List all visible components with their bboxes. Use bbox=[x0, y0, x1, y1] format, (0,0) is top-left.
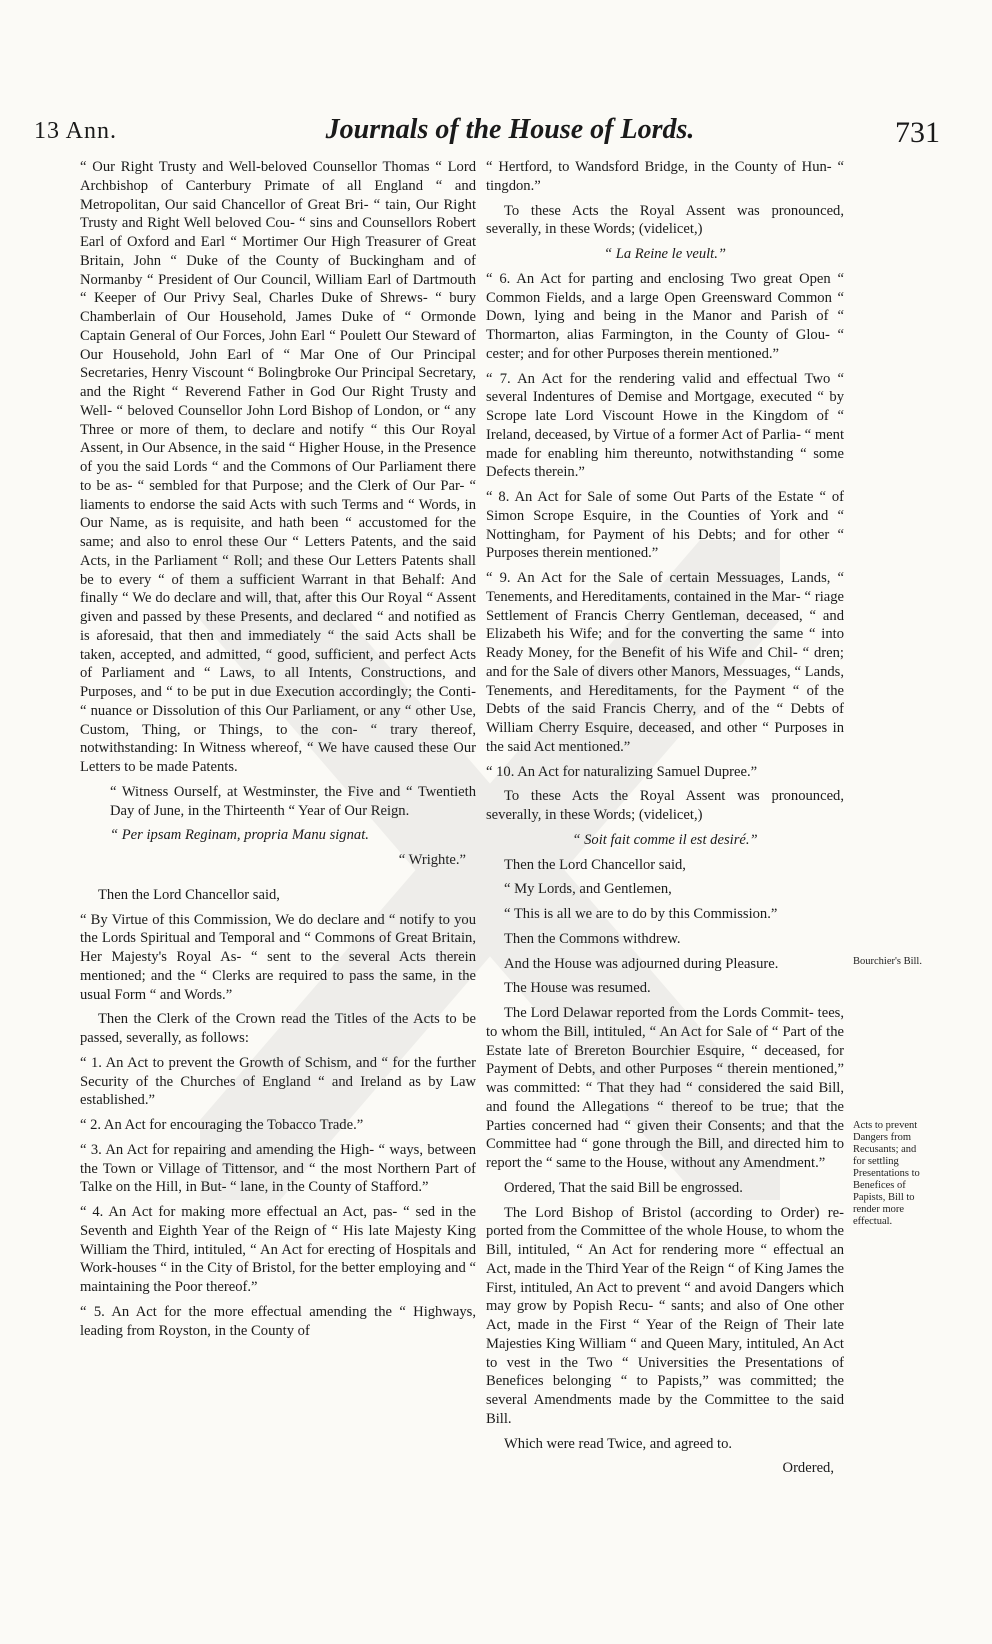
margin-note-bourchier: Bourchier's Bill. bbox=[853, 956, 922, 967]
margin-note-recusants: Acts to prevent Dangers from Recusants; and for settling Presentations to Benefices of Papists, Bill to render more effectual. bbox=[853, 1120, 920, 1227]
act-7: “ 7. An Act for the rendering valid and effectual Two “ several Indentures of Demise and Mortgage, executed “ by Scrope late Lord Viscount Howe in the Kingdom of “ Ireland, deceased, by Virtue of a former Act of Parlia- “ ment made for enabling him thereunto, notwithstanding “ some Defects therein.” bbox=[486, 370, 844, 481]
journal-title: Journals of the House of Lords. bbox=[325, 114, 695, 145]
act-8: “ 8. An Act for Sale of some Out Parts of the Estate “ of Simon Scrope Esquire, in the Counties of York and “ Nottingham, for Payment of his Debts; and for other “ Purposes therein mentioned.” bbox=[486, 489, 844, 562]
act-6: “ 6. An Act for parting and enclosing Two great Open “ Common Fields, and a large Open Greensward Common “ Down, lying and being in the Manor and Parish of “ Thormarton, alias Farmington, in the County of Glou- “ cester; and for other Purposes therein mentioned.” bbox=[486, 270, 844, 362]
act-1: “ 1. An Act to prevent the Growth of Schism, and “ for the further Security of the Churches of England “ and Ireland as by Law established.” bbox=[80, 1054, 476, 1109]
act-2: “ 2. An Act for encouraging the Tobacco Trade.” bbox=[80, 1117, 364, 1133]
clerk-reads-titles: Then the Clerk of the Crown read the Titles of the Acts to be passed, severally, as follows: bbox=[80, 1011, 476, 1046]
act-3: “ 3. An Act for repairing and amending the High- “ ways, between the Town or Village of Tittensor, and “ the most Northern Part of Talke on the Hill, in But- “ lane, in the County of Stafford.” bbox=[80, 1141, 476, 1196]
witness-clause: “ Witness Ourself, at Westminster, the Five and “ Twentieth Day of June, in the Thirteenth “ Year of Our Reign. bbox=[110, 783, 476, 819]
sign-manual: “ Per ipsam Reginam, propria Manu signat. bbox=[110, 827, 369, 844]
assent-pronounced-2: To these Acts the Royal Assent was pronounced, severally, in these Words; (videlicet,) bbox=[486, 788, 844, 823]
page-number: 731 bbox=[895, 116, 940, 149]
left-column bbox=[80, 158, 476, 1346]
delawar-report: The Lord Delawar reported from the Lords Commit- tees, to whom the Bill, intituled, “ An Act for Sale of “ Part of the Estate late of Brereton Bourchier Esquire, “ deceased, for Payment of Debts, and other Purposes “ therein mentioned,” was committed: “ That they had “ considered the said Bill, and found the Allegations “ thereof to be true; that the Parties concerned had “ given their Consents; and that the Committee had “ gone through the Bill, and directed him to report the “ same to the House, without any Amendment.” bbox=[486, 1005, 844, 1171]
chancellor-said: Then the Lord Chancellor said, bbox=[98, 886, 280, 903]
commons-withdrew: Then the Commons withdrew. bbox=[504, 930, 681, 947]
right-column bbox=[486, 158, 844, 1484]
signature-wrighte: “ Wrighte.” bbox=[398, 852, 466, 868]
chancellor-declaration: “ By Virtue of this Commission, We do declare and “ notify to you the Lords Spiritual and Temporal and “ Commons of Great Britain, Her Majesty's Royal As- “ sent to the several Acts therein mentioned; and the “ Clerks are required to pass the same, in the usual Form “ and Words.” bbox=[80, 911, 476, 1003]
act-5-start: “ 5. An Act for the more effectual amending the “ Highways, leading from Royston, in the County of bbox=[80, 1303, 476, 1339]
soit-fait: “ Soit fait comme il est desiré.” bbox=[572, 831, 758, 848]
ordered-engrossed: Ordered, That the said Bill be engrossed. bbox=[504, 1179, 743, 1196]
my-lords: “ My Lords, and Gentlemen, bbox=[504, 881, 672, 898]
assent-pronounced-1: To these Acts the Royal Assent was pronounced, severally, in these Words; (videlicet,) bbox=[486, 202, 844, 238]
bristol-report: The Lord Bishop of Bristol (according to Order) re- ported from the Committee of the whole House, to whom the Bill, intituled, “ An Act for rendering more “ effectual an Act, made in the Third Year of the Reign “ of King James the First, intituled, An Act to prevent “ and avoid Dangers which may grow by Popish Recu- “ sants; and also of One other Act, made in the First “ Year of the Reign of Their late Majesties King William “ and Queen Mary, intituled, An Act to vest in the Two “ Universities the Presentations of Benefices belonging “ to Papists,” was committed; the several Amendments made by the Committee to the said Bill. bbox=[486, 1204, 844, 1427]
catchword-ordered: Ordered, bbox=[782, 1460, 834, 1477]
la-reine-le-veult: “ La Reine le veult.” bbox=[603, 246, 726, 262]
chancellor-said-2: Then the Lord Chancellor said, bbox=[504, 856, 686, 873]
read-twice: Which were read Twice, and agreed to. bbox=[504, 1435, 733, 1452]
this-is-all: “ This is all we are to do by this Commission.” bbox=[504, 906, 778, 922]
act-9: “ 9. An Act for the Sale of certain Messuages, Lands, “ Tenements, and Hereditaments, contained in the Mar- “ riage Settlement of Francis Cherry Gentleman, deceased, “ and Elizabeth his Wife; and for the converting the same “ into Ready Money, for the Benefit of his Wife and Chil- “ dren; and for the Sale of divers other Manors, Messuages, “ Lands, Tenements, and Hereditaments, for the Payment “ of the Debts of the said Francis Cherry, and of the “ Debts of William Cherry Esquire, deceased, and other “ Purposes in the said Act mentioned.” bbox=[486, 570, 844, 755]
regnal-year: 13 Ann. bbox=[34, 118, 118, 144]
house-adjourned: And the House was adjourned during Pleasure. bbox=[504, 955, 779, 972]
act-10: “ 10. An Act for naturalizing Samuel Dupree.” bbox=[486, 763, 758, 780]
act-4: “ 4. An Act for making more effectual an Act, pas- “ sed in the Seventh and Eighth Year of the Reign of “ His late Majesty King William the Third, intituled, “ An Act for erecting of Hospitals and Work-houses “ in the City of Bristol, for the better employing and “ maintaining the Poor thereof.” bbox=[80, 1204, 476, 1295]
house-resumed: The House was resumed. bbox=[504, 980, 651, 997]
commission-text: “ Our Right Trusty and Well-beloved Counsellor Thomas “ Lord Archbishop of Canterbury Primate of all England “ and Metropolitan, Our said Chancellor of Great Bri- “ tain, Our Right Trusty and Right Well beloved Cou- “ sins and Counsellors Robert Earl of Oxford and Earl “ Mortimer Our High Treasurer of Great Britain, John “ Duke of the County of Buckingham and of Normanby “ President of Our Council, William Earl of Dartmouth “ Keeper of Our Privy Seal, Charles Duke of Shrews- “ bury Chamberlain of Our Household, James Duke of “ Ormonde Captain General of Our Forces, John Earl “ Poulett Our Steward of Our Household, John Earl of “ Mar One of Our Principal Secretaries, Henry Viscount “ Bolingbroke Our Principal Secretary, and the Right “ Reverend Father in God Our Right Trusty and Well- “ beloved Counsellor John Lord Bishop of London, or “ any Three or more of them, to declare and notify “ this Our Royal Assent, in Our Absence, in the said “ Higher House, in the Presence of you the said Lords “ and the Commons of Our Parliament there to be as- “ sembled for that Purpose; and the Clerk of Our Par- “ liaments to endorse the said Acts with such Terms and “ Words, in Our Name, as is requisite, and hath been “ accustomed for the same; and also to enrol these Our “ Letters Patents, and the said Acts, in the Parliament “ Roll; and these Our Letters Patents shall be to every “ of them a sufficient Warrant in that Behalf: And finally “ We do declare and will, that, after this Our Royal “ Assent given and passed by these Presents, and declared “ and notified as is aforesaid, that then and immediately “ the said Acts shall be taken, accepted, and admitted, “ good, sufficient, and perfect Acts of Parliament and “ Laws, to all Intents, Constructions, and Purposes, and “ to be put in due Execution accordingly; the Conti- “ nuance or Dissolution of this Our Parliament, or any “ other Use, Custom, Thing, or Things, to the con- “ trary thereof, notwithstanding: In Witness whereof, “ We have caused these Our Letters to be made Patents. bbox=[80, 159, 476, 775]
act-5-end: “ Hertford, to Wandsford Bridge, in the County of Hun- “ tingdon.” bbox=[486, 159, 844, 194]
